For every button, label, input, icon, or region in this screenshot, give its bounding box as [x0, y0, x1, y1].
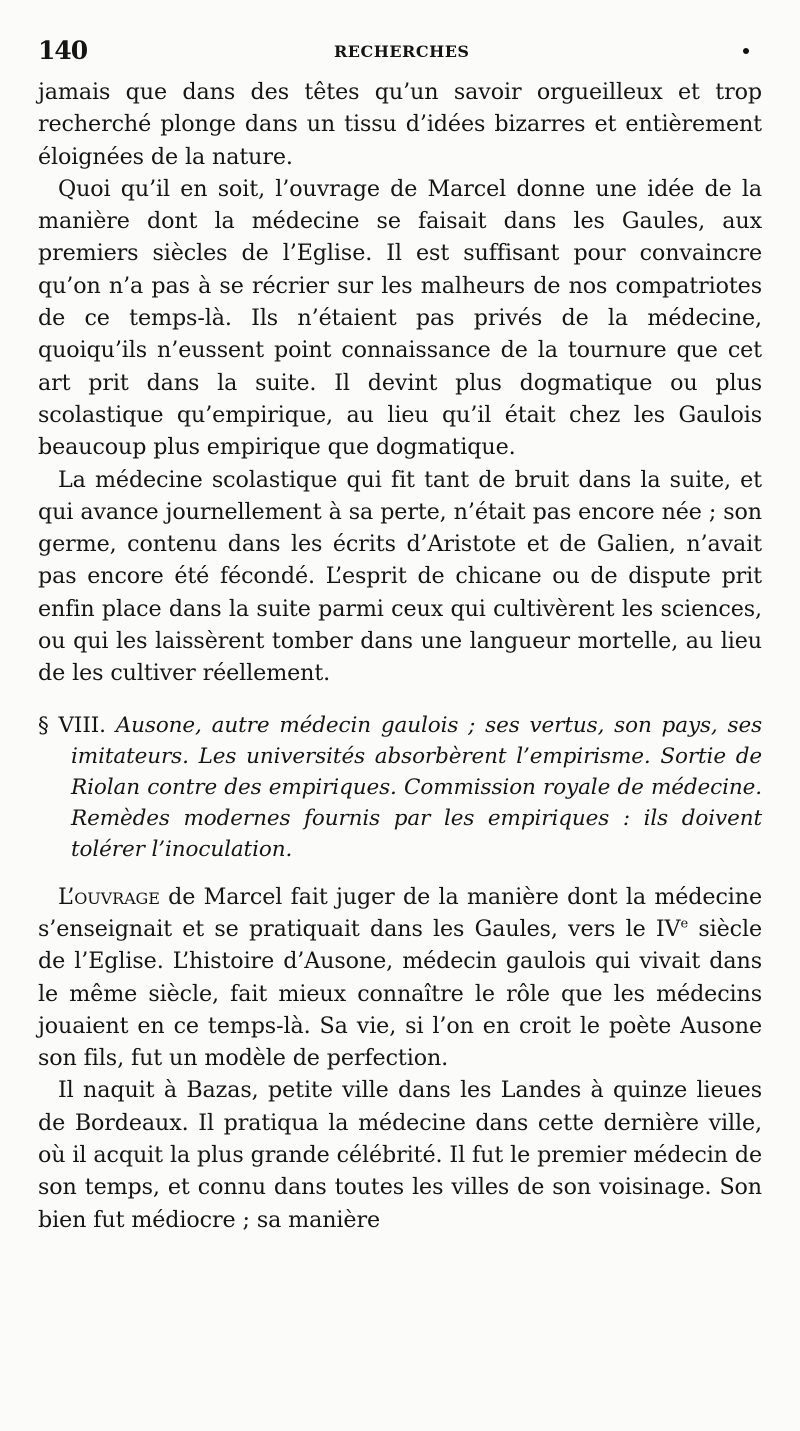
- running-head: RECHERCHES: [334, 42, 470, 61]
- century-superscript: e: [680, 916, 689, 932]
- page-number: 140: [38, 36, 88, 65]
- paragraph-ausone-intro: [38, 881, 762, 1075]
- paragraph-scholastic-medicine: La médecine scolastique qui fit tant de bruit dans la suite, et qui avance journellement à sa perte, n’était pas encore née ; son germe, contenu dans les écrits d’Aristote et de Galien, n’avait pas encore été fécondé. L’esprit de chicane ou de dispute prit enfin place dans la suite parmi ceux qui cultivèrent les sciences, ou qui les laissèrent tomber dans une langueur mortelle, au lieu de les cultiver réellement.: [38, 466, 762, 687]
- ink-dot: [743, 48, 749, 54]
- paragraph-lead-word: L’ouvrage: [58, 883, 160, 910]
- page-header: [38, 36, 762, 70]
- paragraph-marcel-medicine: Quoi qu’il en soit, l’ouvrage de Marcel donne une idée de la manière dont la médecine se faisait dans les Gaules, aux premiers siècles de l’Eglise. Il est suffisant pour convaincre qu’on n’a pas à se récrier sur les malheurs de nos compatriotes de ce temps-là. Ils n’étaient pas privés de la médecine, quoiqu’ils n’eussent point connaissance de la tournure que cet art prit dans la suite. Il devint plus dogmatique ou plus scolastique qu’empirique, au lieu qu’il était chez les Gaulois beaucoup plus empirique que dogmatique.: [38, 175, 762, 461]
- section-heading: [38, 710, 762, 865]
- section-number: § VIII.: [38, 712, 106, 738]
- paragraph-continuation: jamais que dans des têtes qu’un savoir orgueilleux et trop recherché plonge dans un tissu d’idées bizarres et entièrement éloignées de la nature.: [38, 79, 762, 170]
- page-body: [38, 76, 762, 1236]
- paragraph-text-part-a: de Marcel fait juger de la manière dont la médecine s’enseignait et se pratiquait dans les Gaules, vers le IV: [38, 883, 762, 942]
- paragraph-bazas: Il naquit à Bazas, petite ville dans les Landes à quinze lieues de Bordeaux. Il pratiqua la médecine dans cette dernière ville, où il acquit la plus grande célébrité. Il fut le premier médecin de son temps, et connu dans toutes les villes de son voisinage. Son bien fut médiocre ; sa manière: [38, 1077, 762, 1233]
- section-title: Ausone, autre médecin gaulois ; ses vertus, son pays, ses imitateurs. Les universités absorbèrent l’empirisme. Sortie de Riolan contre des empiriques. Commission royale de médecine. Remèdes modernes fournis par les empiriques : ils doivent tolérer l’inoculation.: [71, 712, 763, 862]
- paragraph-text-part-b: siècle de l’Eglise. L’histoire d’Ausone, médecin gaulois qui vivait dans le même siècle, fait mieux connaître le rôle que les médecins jouaient en ce temps-là. Sa vie, si l’on en croit le poète Ausone son fils, fut un modèle de perfection.: [38, 915, 762, 1072]
